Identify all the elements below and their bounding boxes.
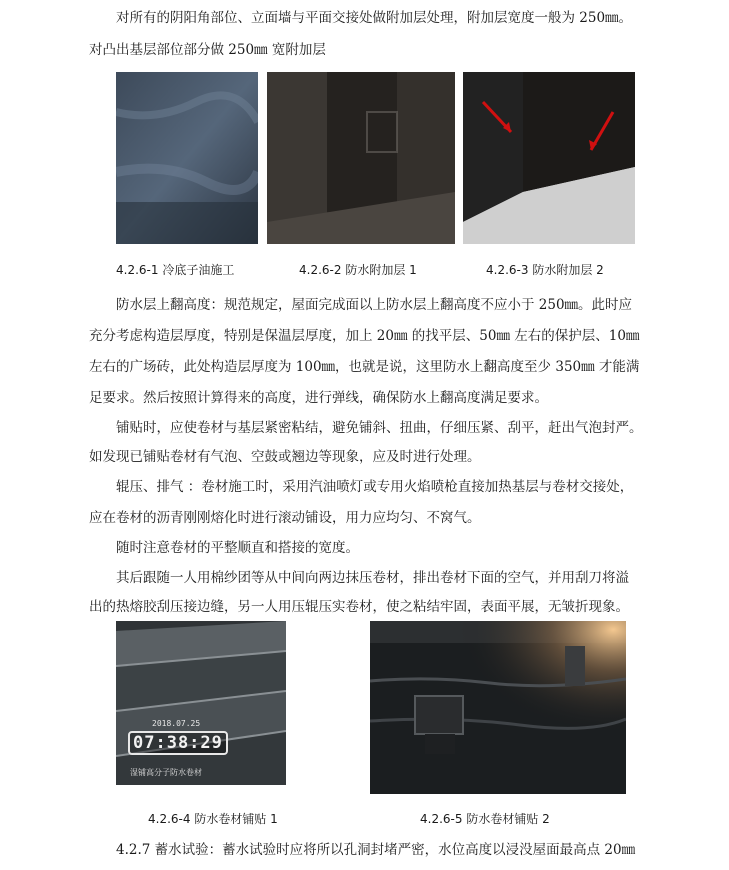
paragraph-line: 其后跟随一人用棉纱团等从中间向两边抹压卷材，排出卷材下面的空气，并用刮刀将溢 [116,570,629,586]
photo-membrane-laying-2 [370,621,626,794]
timestamp-subtitle: 湿铺高分子防水卷材 [130,768,202,777]
timestamp-date: 2018.07.25 [152,719,201,728]
paragraph-line: 防水层上翻高度：规范规定，屋面完成面以上防水层上翻高度不应小于 250㎜。此时应 [116,297,633,313]
paragraph-line: 左右的广场砖，此处构造层厚度为 100㎜，也就是说，这里防水上翻高度至少 350㎜ 才能满 [89,359,640,375]
paragraph-line: 对凸出基层部位部分做 250㎜ 宽附加层 [89,42,326,58]
figure-caption: 4.2.6-2 防水附加层 1 [299,263,417,277]
figure-caption: 4.2.6-1 冷底子油施工 [116,263,235,277]
paragraph-line: 充分考虑构造层厚度，特别是保温层厚度，加上 20㎜ 的找平层、50㎜ 左右的保护层、10㎜ [89,328,640,344]
paragraph-line: 出的热熔胶刮压接边缝，另一人用压辊压实卷材，使之粘结牢固，表面平展，无皱折现象。 [89,599,629,615]
paragraph-line: 对所有的阴阳角部位、立面墙与平面交接处做附加层处理，附加层宽度一般为 250㎜。 [116,10,633,26]
paragraph-line: 足要求。然后按照计算得来的高度，进行弹线，确保防水上翻高度满足要求。 [89,390,548,406]
figure-caption: 4.2.6-4 防水卷材铺贴 1 [148,812,278,826]
photo-additional-layer-1 [267,72,455,244]
paragraph-line: 4.2.7 蓄水试验：蓄水试验时应将所以孔洞封堵严密，水位高度以浸没屋面最高点 20㎜ [116,842,636,858]
photo-membrane-laying-1 [116,621,286,785]
paragraph-line: 铺贴时，应使卷材与基层紧密粘结，避免铺斜、扭曲，仔细压紧、刮平，赶出气泡封严。 [116,420,643,436]
figure-caption: 4.2.6-3 防水附加层 2 [486,263,604,277]
paragraph-line: 随时注意卷材的平整顺直和搭接的宽度。 [116,540,359,556]
paragraph-line: 辊压、排气 ：卷材施工时，采用汽油喷灯或专用火焰喷枪直接加热基层与卷材交接处， [116,479,634,495]
timestamp-time: 07:38:29 [128,731,228,755]
figure-caption: 4.2.6-5 防水卷材铺贴 2 [420,812,550,826]
photo-primer-coating [116,72,258,244]
photo-additional-layer-2 [463,72,635,244]
paragraph-line: 如发现已铺贴卷材有气泡、空鼓或翘边等现象，应及时进行处理。 [89,449,481,465]
paragraph-line: 应在卷材的沥青刚刚熔化时进行滚动铺设，用力应均匀、不窝气。 [89,510,481,526]
